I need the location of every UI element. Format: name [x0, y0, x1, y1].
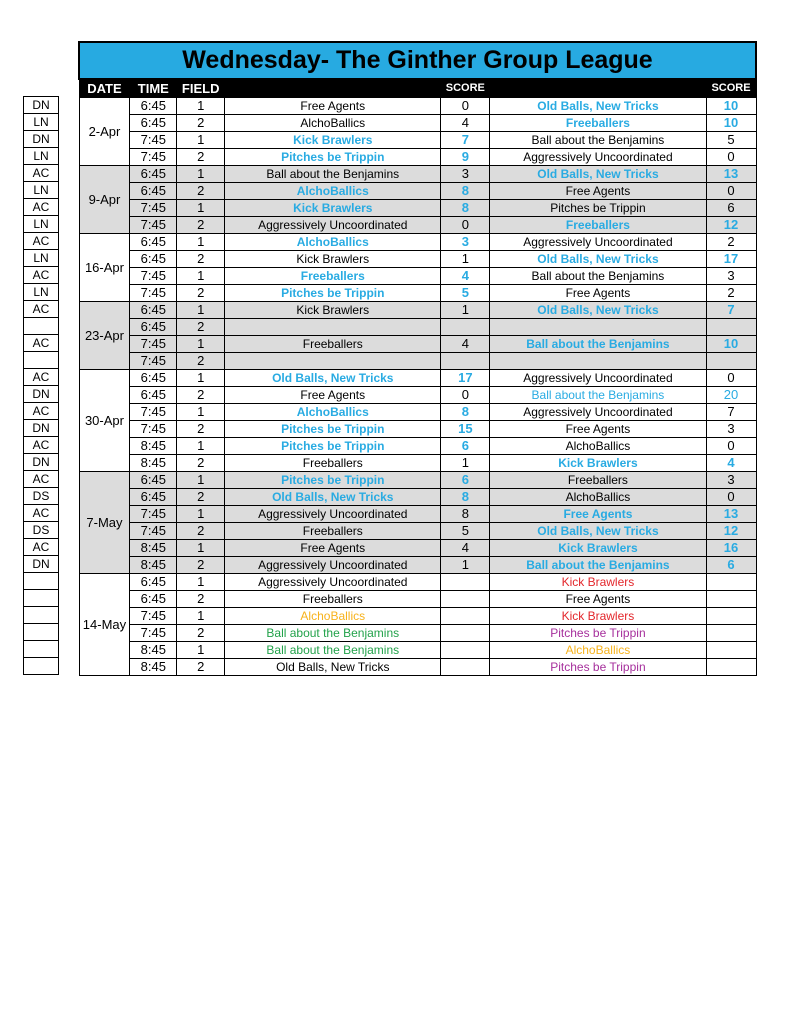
time-cell: 6:45	[130, 387, 177, 404]
time-cell: 6:45	[130, 370, 177, 387]
team2-cell: Pitches be Trippin	[490, 659, 706, 676]
table-row	[79, 149, 756, 166]
score2-cell	[706, 642, 756, 659]
score2-cell	[706, 591, 756, 608]
time-cell: 8:45	[130, 642, 177, 659]
field-cell: 2	[177, 625, 225, 642]
score1-cell: 3	[441, 234, 490, 251]
team1-cell: Freeballers	[225, 591, 441, 608]
table-row	[79, 268, 756, 285]
field-cell: 1	[177, 234, 225, 251]
team1-cell: AlchoBallics	[225, 115, 441, 132]
score1-cell: 3	[441, 166, 490, 183]
page-title: Wednesday- The Ginther Group League	[79, 42, 756, 79]
score2-cell: 5	[706, 132, 756, 149]
team1-cell: Free Agents	[225, 540, 441, 557]
score1-cell: 8	[441, 200, 490, 217]
time-cell: 8:45	[130, 659, 177, 676]
team2-cell: AlchoBallics	[490, 489, 706, 506]
field-cell: 2	[177, 285, 225, 302]
referee-cell: AC	[24, 165, 59, 182]
team2-cell: Freeballers	[490, 217, 706, 234]
table-row	[79, 387, 756, 404]
score1-cell: 9	[441, 149, 490, 166]
team2-cell	[490, 353, 706, 370]
team1-cell: Old Balls, New Tricks	[225, 659, 441, 676]
team2-cell: Kick Brawlers	[490, 608, 706, 625]
table-row	[79, 540, 756, 557]
time-cell: 7:45	[130, 404, 177, 421]
score2-cell: 4	[706, 455, 756, 472]
team1-cell: Free Agents	[225, 387, 441, 404]
header-date: DATE	[79, 79, 130, 98]
header-score2: SCORE	[706, 79, 756, 98]
score2-cell: 12	[706, 523, 756, 540]
team2-cell: Free Agents	[490, 183, 706, 200]
referee-cell: AC	[24, 233, 59, 250]
referee-cell: AC	[24, 267, 59, 284]
team2-cell: Old Balls, New Tricks	[490, 523, 706, 540]
header-team1	[225, 79, 441, 98]
team1-cell: Kick Brawlers	[225, 132, 441, 149]
field-cell: 2	[177, 387, 225, 404]
score1-cell: 0	[441, 98, 490, 115]
referee-cell: LN	[24, 216, 59, 233]
table-row	[79, 557, 756, 574]
referee-cell	[24, 352, 59, 369]
table-row	[79, 421, 756, 438]
time-cell: 7:45	[130, 506, 177, 523]
table-row	[79, 98, 756, 115]
referee-cell: DN	[24, 454, 59, 471]
team2-cell: Old Balls, New Tricks	[490, 302, 706, 319]
referee-cell: DN	[24, 556, 59, 573]
team1-cell: Aggressively Uncoordinated	[225, 506, 441, 523]
score2-cell: 13	[706, 506, 756, 523]
team2-cell: Ball about the Benjamins	[490, 387, 706, 404]
field-cell: 1	[177, 132, 225, 149]
team2-cell: Kick Brawlers	[490, 455, 706, 472]
team1-cell: Pitches be Trippin	[225, 149, 441, 166]
time-cell: 6:45	[130, 472, 177, 489]
team1-cell: Freeballers	[225, 268, 441, 285]
time-cell: 6:45	[130, 574, 177, 591]
time-cell: 8:45	[130, 557, 177, 574]
score1-cell: 1	[441, 251, 490, 268]
field-cell: 2	[177, 659, 225, 676]
score1-cell: 0	[441, 387, 490, 404]
team2-cell: Pitches be Trippin	[490, 200, 706, 217]
time-cell: 8:45	[130, 438, 177, 455]
referee-column	[23, 96, 59, 675]
field-cell: 2	[177, 115, 225, 132]
score1-cell: 6	[441, 438, 490, 455]
time-cell: 6:45	[130, 489, 177, 506]
table-row	[79, 251, 756, 268]
table-row	[79, 336, 756, 353]
score2-cell	[706, 625, 756, 642]
team1-cell	[225, 353, 441, 370]
score2-cell: 7	[706, 404, 756, 421]
team2-cell: Ball about the Benjamins	[490, 132, 706, 149]
field-cell: 1	[177, 574, 225, 591]
field-cell: 1	[177, 642, 225, 659]
team2-cell: AlchoBallics	[490, 642, 706, 659]
field-cell: 2	[177, 523, 225, 540]
referee-cell: AC	[24, 301, 59, 318]
table-row	[79, 404, 756, 421]
referee-cell: AC	[24, 199, 59, 216]
team2-cell: Aggressively Uncoordinated	[490, 404, 706, 421]
team1-cell: Pitches be Trippin	[225, 438, 441, 455]
score1-cell: 4	[441, 336, 490, 353]
table-row	[79, 591, 756, 608]
table-row	[79, 200, 756, 217]
score2-cell: 3	[706, 421, 756, 438]
field-cell: 1	[177, 166, 225, 183]
field-cell: 2	[177, 319, 225, 336]
score1-cell: 4	[441, 115, 490, 132]
score2-cell: 13	[706, 166, 756, 183]
team1-cell: Old Balls, New Tricks	[225, 370, 441, 387]
score2-cell: 16	[706, 540, 756, 557]
score2-cell: 10	[706, 98, 756, 115]
table-row	[79, 183, 756, 200]
header-field: FIELD	[177, 79, 225, 98]
referee-cell: DN	[24, 97, 59, 114]
time-cell: 7:45	[130, 336, 177, 353]
score2-cell: 7	[706, 302, 756, 319]
field-cell: 2	[177, 149, 225, 166]
header-team2	[490, 79, 706, 98]
team1-cell: Aggressively Uncoordinated	[225, 217, 441, 234]
team2-cell: AlchoBallics	[490, 438, 706, 455]
field-cell: 1	[177, 370, 225, 387]
field-cell: 1	[177, 268, 225, 285]
score2-cell: 20	[706, 387, 756, 404]
field-cell: 1	[177, 438, 225, 455]
score1-cell: 1	[441, 302, 490, 319]
referee-cell	[24, 590, 59, 607]
score1-cell: 8	[441, 183, 490, 200]
table-row	[79, 455, 756, 472]
field-cell: 2	[177, 489, 225, 506]
table-row	[79, 319, 756, 336]
time-cell: 6:45	[130, 183, 177, 200]
referee-cell: LN	[24, 250, 59, 267]
team1-cell: AlchoBallics	[225, 608, 441, 625]
referee-cell: AC	[24, 403, 59, 420]
score2-cell: 2	[706, 234, 756, 251]
referee-cell: LN	[24, 182, 59, 199]
score1-cell: 5	[441, 523, 490, 540]
score2-cell	[706, 319, 756, 336]
score1-cell	[441, 353, 490, 370]
team2-cell: Ball about the Benjamins	[490, 268, 706, 285]
score2-cell: 3	[706, 268, 756, 285]
score2-cell	[706, 353, 756, 370]
team2-cell: Aggressively Uncoordinated	[490, 149, 706, 166]
table-row	[79, 659, 756, 676]
team2-cell	[490, 319, 706, 336]
time-cell: 7:45	[130, 149, 177, 166]
table-row	[79, 166, 756, 183]
team1-cell: Freeballers	[225, 523, 441, 540]
score2-cell: 0	[706, 183, 756, 200]
score2-cell: 0	[706, 489, 756, 506]
team2-cell: Pitches be Trippin	[490, 625, 706, 642]
referee-cell: DN	[24, 386, 59, 403]
date-cell: 30-Apr	[79, 370, 130, 472]
time-cell: 6:45	[130, 166, 177, 183]
time-cell: 6:45	[130, 591, 177, 608]
referee-cell: DN	[24, 420, 59, 437]
referee-cell: LN	[24, 114, 59, 131]
team1-cell: Pitches be Trippin	[225, 421, 441, 438]
field-cell: 2	[177, 591, 225, 608]
team1-cell: Old Balls, New Tricks	[225, 489, 441, 506]
table-row	[79, 285, 756, 302]
table-row	[79, 472, 756, 489]
score1-cell	[441, 574, 490, 591]
table-row	[79, 489, 756, 506]
score1-cell	[441, 625, 490, 642]
team1-cell: Freeballers	[225, 455, 441, 472]
header-time: TIME	[130, 79, 177, 98]
team1-cell: Free Agents	[225, 98, 441, 115]
team1-cell: Ball about the Benjamins	[225, 166, 441, 183]
table-row	[79, 438, 756, 455]
table-row	[79, 574, 756, 591]
table-row	[79, 642, 756, 659]
referee-cell: AC	[24, 369, 59, 386]
team1-cell: Pitches be Trippin	[225, 472, 441, 489]
date-cell: 9-Apr	[79, 166, 130, 234]
team1-cell: Ball about the Benjamins	[225, 625, 441, 642]
team2-cell: Free Agents	[490, 285, 706, 302]
time-cell: 8:45	[130, 455, 177, 472]
referee-cell: AC	[24, 437, 59, 454]
team2-cell: Ball about the Benjamins	[490, 557, 706, 574]
score2-cell: 6	[706, 557, 756, 574]
time-cell: 7:45	[130, 353, 177, 370]
score1-cell: 7	[441, 132, 490, 149]
schedule-table	[78, 41, 757, 676]
team1-cell: Aggressively Uncoordinated	[225, 557, 441, 574]
referee-cell: DS	[24, 522, 59, 539]
score2-cell: 10	[706, 336, 756, 353]
team2-cell: Old Balls, New Tricks	[490, 166, 706, 183]
time-cell: 6:45	[130, 251, 177, 268]
table-row	[79, 523, 756, 540]
time-cell: 6:45	[130, 98, 177, 115]
score2-cell: 2	[706, 285, 756, 302]
field-cell: 1	[177, 200, 225, 217]
time-cell: 6:45	[130, 319, 177, 336]
score2-cell: 6	[706, 200, 756, 217]
score2-cell: 0	[706, 370, 756, 387]
table-row	[79, 608, 756, 625]
score1-cell: 5	[441, 285, 490, 302]
time-cell: 7:45	[130, 285, 177, 302]
team2-cell: Free Agents	[490, 506, 706, 523]
field-cell: 1	[177, 404, 225, 421]
time-cell: 6:45	[130, 302, 177, 319]
referee-cell: DS	[24, 488, 59, 505]
referee-cell	[24, 641, 59, 658]
score1-cell	[441, 319, 490, 336]
team1-cell: Kick Brawlers	[225, 302, 441, 319]
field-cell: 1	[177, 302, 225, 319]
referee-cell: AC	[24, 335, 59, 352]
score1-cell: 15	[441, 421, 490, 438]
referee-cell	[24, 573, 59, 590]
field-cell: 2	[177, 183, 225, 200]
score1-cell	[441, 591, 490, 608]
score2-cell	[706, 574, 756, 591]
team1-cell	[225, 319, 441, 336]
score1-cell: 4	[441, 540, 490, 557]
score2-cell	[706, 659, 756, 676]
referee-cell: AC	[24, 539, 59, 556]
referee-cell	[24, 658, 59, 675]
score1-cell: 8	[441, 404, 490, 421]
field-cell: 1	[177, 540, 225, 557]
time-cell: 6:45	[130, 115, 177, 132]
time-cell: 7:45	[130, 132, 177, 149]
field-cell: 2	[177, 557, 225, 574]
table-row	[79, 132, 756, 149]
table-row	[79, 302, 756, 319]
date-cell: 23-Apr	[79, 302, 130, 370]
table-row	[79, 506, 756, 523]
team2-cell: Kick Brawlers	[490, 540, 706, 557]
score1-cell: 4	[441, 268, 490, 285]
score1-cell: 17	[441, 370, 490, 387]
team1-cell: Pitches be Trippin	[225, 285, 441, 302]
team2-cell: Aggressively Uncoordinated	[490, 370, 706, 387]
field-cell: 1	[177, 472, 225, 489]
referee-cell: AC	[24, 505, 59, 522]
score1-cell: 8	[441, 489, 490, 506]
team1-cell: Ball about the Benjamins	[225, 642, 441, 659]
date-cell: 14-May	[79, 574, 130, 676]
referee-cell: DN	[24, 131, 59, 148]
score1-cell	[441, 659, 490, 676]
date-cell: 16-Apr	[79, 234, 130, 302]
table-row	[79, 625, 756, 642]
team1-cell: Kick Brawlers	[225, 200, 441, 217]
time-cell: 7:45	[130, 200, 177, 217]
header-row	[79, 79, 756, 98]
team1-cell: Aggressively Uncoordinated	[225, 574, 441, 591]
team2-cell: Old Balls, New Tricks	[490, 251, 706, 268]
score2-cell	[706, 608, 756, 625]
time-cell: 7:45	[130, 217, 177, 234]
score2-cell: 10	[706, 115, 756, 132]
field-cell: 2	[177, 421, 225, 438]
score2-cell: 0	[706, 438, 756, 455]
score1-cell: 1	[441, 557, 490, 574]
date-cell: 7-May	[79, 472, 130, 574]
team1-cell: AlchoBallics	[225, 234, 441, 251]
score2-cell: 12	[706, 217, 756, 234]
time-cell: 8:45	[130, 540, 177, 557]
table-row	[79, 217, 756, 234]
score1-cell: 6	[441, 472, 490, 489]
field-cell: 2	[177, 251, 225, 268]
team1-cell: AlchoBallics	[225, 183, 441, 200]
field-cell: 2	[177, 353, 225, 370]
referee-cell	[24, 318, 59, 335]
time-cell: 7:45	[130, 268, 177, 285]
score2-cell: 3	[706, 472, 756, 489]
score1-cell	[441, 642, 490, 659]
score2-cell: 17	[706, 251, 756, 268]
time-cell: 7:45	[130, 421, 177, 438]
field-cell: 1	[177, 608, 225, 625]
field-cell: 2	[177, 455, 225, 472]
score2-cell: 0	[706, 149, 756, 166]
team2-cell: Aggressively Uncoordinated	[490, 234, 706, 251]
referee-cell: AC	[24, 471, 59, 488]
time-cell: 7:45	[130, 523, 177, 540]
score1-cell: 1	[441, 455, 490, 472]
field-cell: 1	[177, 506, 225, 523]
referee-cell	[24, 607, 59, 624]
team2-cell: Freeballers	[490, 472, 706, 489]
field-cell: 2	[177, 217, 225, 234]
score1-cell	[441, 608, 490, 625]
team2-cell: Ball about the Benjamins	[490, 336, 706, 353]
time-cell: 6:45	[130, 234, 177, 251]
table-row	[79, 234, 756, 251]
table-row	[79, 353, 756, 370]
table-row	[79, 115, 756, 132]
team2-cell: Freeballers	[490, 115, 706, 132]
field-cell: 1	[177, 336, 225, 353]
referee-cell: LN	[24, 148, 59, 165]
team2-cell: Free Agents	[490, 591, 706, 608]
referee-cell	[24, 624, 59, 641]
table-row	[79, 370, 756, 387]
team1-cell: Kick Brawlers	[225, 251, 441, 268]
time-cell: 7:45	[130, 625, 177, 642]
team1-cell: AlchoBallics	[225, 404, 441, 421]
team1-cell: Freeballers	[225, 336, 441, 353]
referee-cell: LN	[24, 284, 59, 301]
time-cell: 7:45	[130, 608, 177, 625]
field-cell: 1	[177, 98, 225, 115]
team2-cell: Kick Brawlers	[490, 574, 706, 591]
score1-cell: 8	[441, 506, 490, 523]
team2-cell: Free Agents	[490, 421, 706, 438]
date-cell: 2-Apr	[79, 98, 130, 166]
score1-cell: 0	[441, 217, 490, 234]
header-score1: SCORE	[441, 79, 490, 98]
team2-cell: Old Balls, New Tricks	[490, 98, 706, 115]
